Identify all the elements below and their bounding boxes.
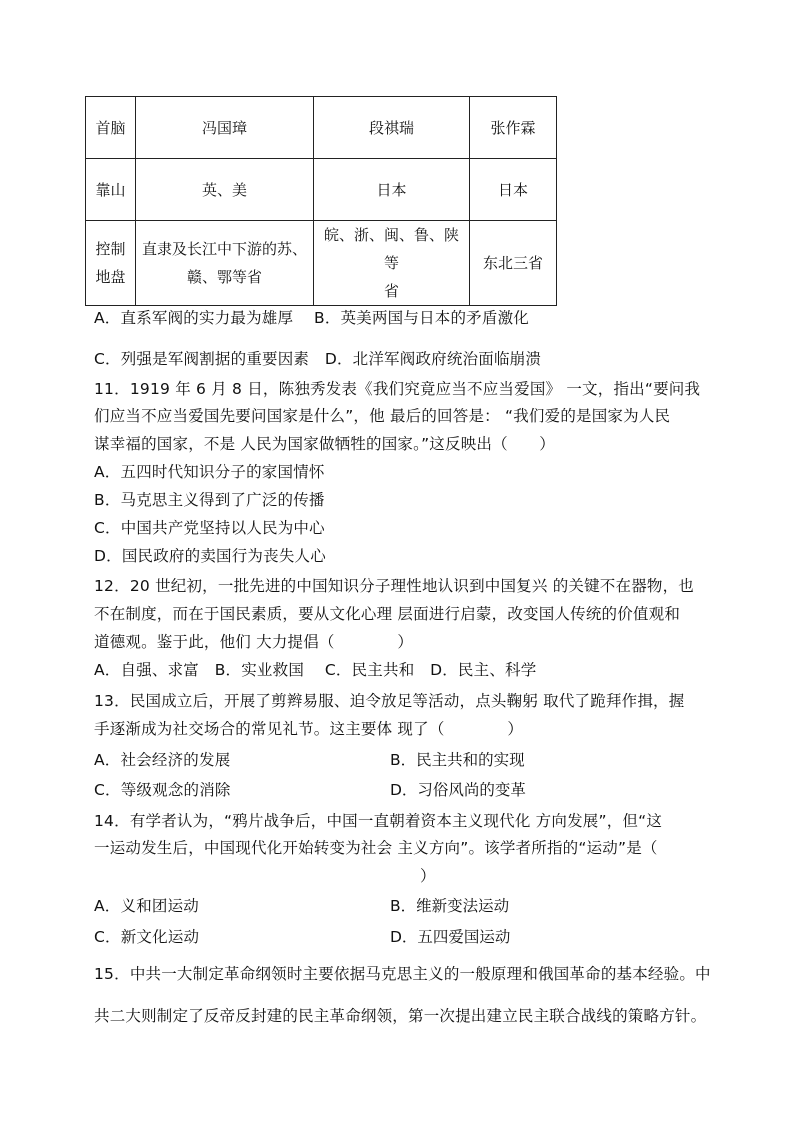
cell-territory-duan-line1: 皖、浙、闽、鲁、陕等 (323, 226, 459, 272)
cell-backer-feng: 英、美 (136, 159, 314, 221)
q14-stem-line2: 一运动发生后，中国现代化开始转变为社会 主义方向”。该学者所指的“运动”是（ (94, 839, 658, 857)
q12-stem-line1: 12．20 世纪初，一批先进的中国知识分子理性地认识到中国复兴 的关键不在器物，也 (94, 577, 695, 595)
cell-territory-duan (314, 221, 470, 306)
cell-territory-duan-line2: 省 (383, 282, 399, 300)
q11-option-a: A．五四时代知识分子的家国情怀 (94, 463, 325, 481)
table-row-backer (86, 159, 557, 221)
q13-stem-line2: 手逐渐成为社交场合的常见礼节。这主要体 现了（ ） (94, 720, 524, 738)
cell-backer-label: 靠山 (86, 159, 136, 221)
q14-stem-line1: 14．有学者认为，“鸦片战争后，中国一直朝着资本主义现代化 方向发展”，但“这 (94, 812, 663, 830)
q13-stem-line1: 13．民国成立后，开展了剪辫易服、迫令放足等活动，点头鞠躬 取代了跪拜作揖，握 (94, 692, 685, 710)
q11-stem-line3: 谋幸福的国家，不是 人民为国家做牺牲的国家。”这反映出（ ） (94, 435, 555, 453)
cell-territory-feng (136, 221, 314, 306)
cell-header-zhang: 张作霖 (470, 97, 557, 159)
q12-stem-line2: 不在制度，而在于国民素质，要从文化心理 层面进行启蒙，改变国人传统的价值观和 (94, 605, 681, 623)
q10-options-cd: C．列强是军阀割据的重要因素 D．北洋军阀政府统治面临崩溃 (94, 350, 542, 368)
q14-option-c: C．新文化运动 (94, 928, 200, 946)
q13-option-c: C．等级观念的消除 (94, 781, 231, 799)
cell-territory-zhang: 东北三省 (470, 221, 557, 306)
cell-territory-label-line2: 地盘 (95, 268, 126, 286)
cell-territory-feng-line1: 直隶及长江中下游的苏、 (142, 240, 308, 258)
cell-backer-duan: 日本 (314, 159, 470, 221)
q12-stem-line3: 道德观。鉴于此，他们 大力提倡（ ） (94, 633, 414, 651)
q15-stem-line2: 共二大则制定了反帝反封建的民主革命纲领，第一次提出建立民主联合战线的策略方针。 (94, 1007, 707, 1025)
cell-header-duan: 段祺瑞 (314, 97, 470, 159)
cell-territory-feng-line2: 赣、鄂等省 (186, 268, 262, 286)
q12-options: A．自强、求富 B．实业救国 C．民主共和 D．民主、科学 (94, 661, 537, 679)
q14-option-a: A．义和团运动 (94, 897, 200, 915)
q15-stem-line1: 15．中共一大制定革命纲领时主要依据马克思主义的一般原理和俄国革命的基本经验。中 (94, 965, 711, 983)
q10-options-ab: A．直系军阀的实力最为雄厚 B．英美两国与日本的矛盾激化 (94, 309, 529, 327)
q14-option-b: B．维新变法运动 (390, 897, 510, 915)
warlord-table (85, 96, 557, 306)
q11-stem-line2: 们应当不应当爱国先要问国家是什么”，他 最后的回答是： “我们爱的是国家为人民 (94, 407, 671, 425)
cell-header-feng: 冯国璋 (136, 97, 314, 159)
cell-backer-zhang: 日本 (470, 159, 557, 221)
q11-option-d: D．国民政府的卖国行为丧失人心 (94, 547, 326, 565)
q14-option-d: D．五四爱国运动 (390, 928, 511, 946)
table-row-header (86, 97, 557, 159)
q11-stem-line1: 11．1919 年 6 月 8 日，陈独秀发表《我们究竟应当不应当爱国》 一文，指出“要问我 (94, 380, 701, 398)
q14-stem-line3: ） (420, 867, 436, 885)
q11-option-c: C．中国共产党坚持以人民为中心 (94, 519, 325, 537)
table-row-territory (86, 221, 557, 306)
q11-option-b: B．马克思主义得到了广泛的传播 (94, 491, 325, 509)
cell-header-label: 首脑 (86, 97, 136, 159)
q13-option-b: B．民主共和的实现 (390, 751, 525, 769)
q13-option-a: A．社会经济的发展 (94, 751, 231, 769)
cell-territory-label-line1: 控制 (95, 240, 126, 258)
cell-territory-label (86, 221, 136, 306)
q13-option-d: D．习俗风尚的变革 (390, 781, 526, 799)
